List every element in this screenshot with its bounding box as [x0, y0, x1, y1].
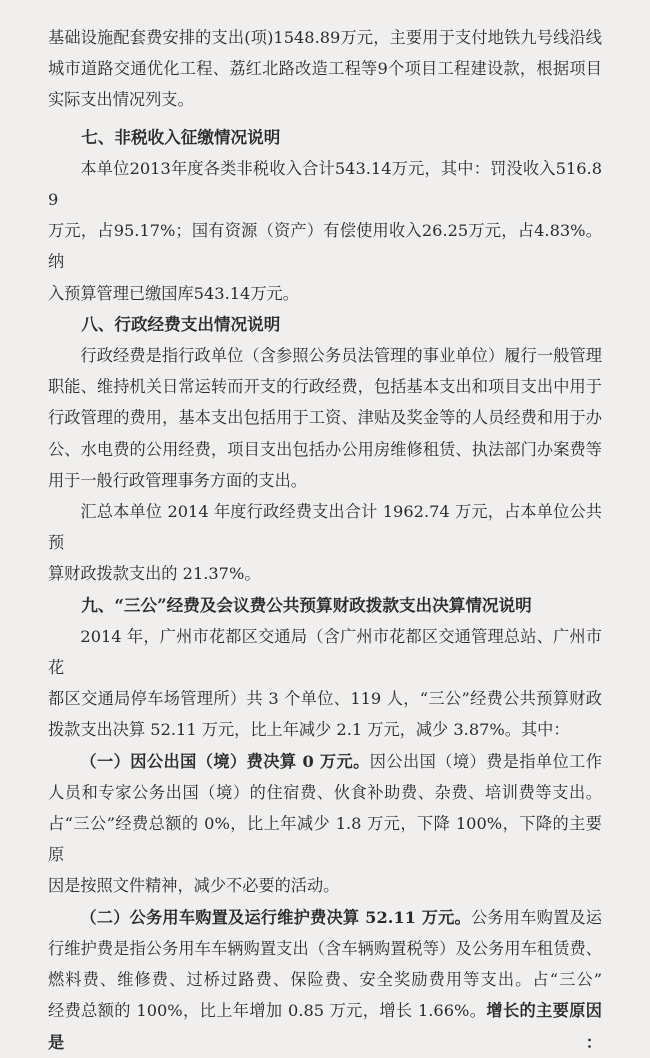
- text-line: 拨款支出决算 52.11 万元，比上年减少 2.1 万元，减少 3.87%。其中：: [48, 720, 570, 740]
- text-line: 用于一般行政管理事务方面的支出。: [48, 470, 307, 490]
- text-line: 2014 年，广州市花都区交通局（含广州市花都区交通管理总站、广州市花: [48, 626, 602, 678]
- section-heading-7: 七、非税收入征缴情况说明: [81, 126, 281, 147]
- text-line: 汇总本单位 2014 年度行政经费支出合计 1962.74 万元，占本单位公共预: [48, 502, 602, 553]
- subsection-line: [48, 902, 602, 933]
- text-line: 都区交通局停车场管理所）共 3 个单位、119 人，“三公”经费公共预算财政: [48, 689, 602, 709]
- text-line: 人员和专家公务出国（境）的住宿费、伙食补助费、杂费、培训费等支出。: [48, 782, 602, 802]
- text-line: 行政经费是指行政单位（含参照公务员法管理的事业单位）履行一般管理: [80, 346, 602, 366]
- text-line: 城市道路交通优化工程、荔红北路改造工程等9个项目工程建设款，根据项目: [48, 59, 602, 79]
- text-line: 燃料费、维修费、过桥过路费、保险费、安全奖励费用等支出。占“三公”: [48, 970, 602, 990]
- text-line-plain: 经费总额的 100%，比上年增加 0.85 万元，增长 1.66%。: [48, 1001, 487, 1021]
- text-line: 本单位2013年度各类非税收入合计543.14万元，其中：罚没收入516.89: [48, 158, 602, 210]
- text-line: 公、水电费的公用经费，项目支出包括办公用房维修租赁、执法部门办案费等: [48, 439, 602, 459]
- subsection-text: 因公出国（境）费是指单位工作: [369, 751, 602, 771]
- subsection-text: 公务用车购置及运: [470, 907, 602, 927]
- section-heading-8: 八、行政经费支出情况说明: [81, 313, 281, 334]
- section-heading-9: 九、“三公”经费及会议费公共预算财政拨款支出决算情况说明: [81, 594, 532, 615]
- text-line: 行维护费是指公务用车车辆购置支出（含车辆购置税等）及公务用车租赁费、: [48, 938, 602, 958]
- subsection-title-2: （二）公务用车购置及运行维护费决算 52.11 万元。: [80, 907, 471, 927]
- text-line-bold: 增长的主要原因是：: [48, 1001, 602, 1052]
- subsection-title-1: （一）因公出国（境）费决算 0 万元。: [80, 751, 370, 771]
- subsection-line: [48, 746, 602, 777]
- text-line: 实际支出情况列支。: [48, 90, 194, 110]
- text-line: 基础设施配套费安排的支出(项)1548.89万元，主要用于支付地铁九号线沿线: [48, 28, 602, 47]
- text-line: 职能、维持机关日常运转而开支的行政经费，包括基本支出和项目支出中用于: [48, 377, 602, 397]
- text-line: 算财政拨款支出的 21.37%。: [48, 564, 261, 584]
- text-line: [48, 995, 602, 1057]
- text-line: 行政管理的费用，基本支出包括用于工资、津贴及奖金等的人员经费和用于办: [48, 408, 602, 428]
- text-line: 入预算管理已缴国库543.14万元。: [48, 283, 299, 303]
- text-line: 万元，占95.17%；国有资源（资产）有偿使用收入26.25万元，占4.83%。纳: [48, 221, 602, 272]
- text-line: 因是按照文件精神，减少不必要的活动。: [48, 876, 340, 896]
- text-line: 占“三公”经费总额的 0%，比上年减少 1.8 万元，下降 100%，下降的主要原: [48, 814, 602, 865]
